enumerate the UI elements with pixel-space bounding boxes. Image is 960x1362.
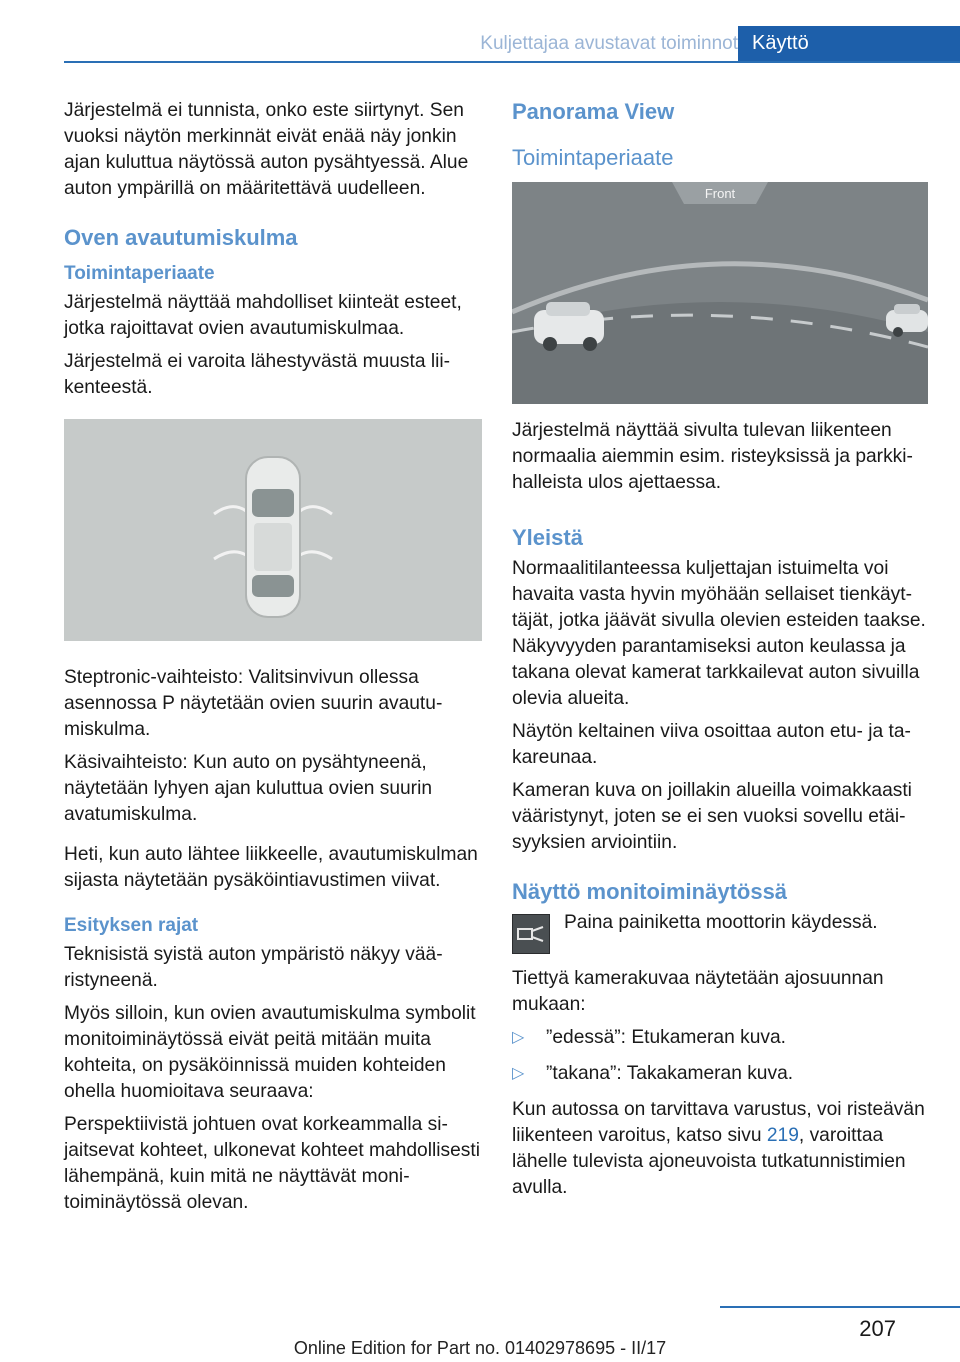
triangle-bullet-icon: ▷ bbox=[512, 1065, 525, 1082]
panorama-view-figure bbox=[512, 182, 928, 404]
panorama-camera-illustration bbox=[512, 182, 928, 404]
door-paragraph-5: Heti, kun auto lähtee liikkeelle, avautumiskulman sijasta näytetään pysäköintiavustimen viivat. bbox=[64, 844, 478, 891]
footer-rule bbox=[720, 1306, 960, 1308]
door-paragraph-1: Järjestelmä näyttää mahdolliset kiinteät esteet, jotka rajoittavat ovien avautumiskulmaa. bbox=[64, 292, 462, 339]
limits-paragraph-2: Myös silloin, kun ovien avautumiskulma symbolit monitoiminäytössä eivät peitä mitään muita kohteita, on pysäköinnissä muiden kohteiden ohella huomioitava seuraava: bbox=[64, 1003, 476, 1102]
door-angle-figure bbox=[64, 419, 482, 641]
door-paragraph-3: Steptronic-vaihteisto: Valitsinvivun ollessa asennossa P näytetään ovien suurin avautumiskulma. bbox=[64, 667, 443, 740]
triangle-bullet-icon: ▷ bbox=[512, 1029, 525, 1046]
heading-door-principle: Toimintaperiaate bbox=[64, 263, 215, 284]
limits-paragraph-3: Perspektiivistä johtuen ovat korkeammalla sijaitsevat kohteet, ulkonevat kohteet mahdollisesti lähempänä, kuin mitä ne näyttävät monitoiminäytössä olevan. bbox=[64, 1114, 480, 1213]
heading-display-limits: Esityksen rajat bbox=[64, 915, 199, 936]
door-paragraph-4: Käsivaihteisto: Kun auto on pysähtyneenä, näytetään lyhyen ajan kuluttua ovien suurin avatumiskulma. bbox=[64, 752, 433, 825]
camera-list bbox=[512, 1025, 928, 1087]
camera-button-text: Paina painiketta moottorin käydessä. bbox=[564, 912, 878, 933]
car-top-view-illustration bbox=[64, 419, 482, 641]
list-item: ▷ ”takana”: Takakameran kuva. bbox=[512, 1061, 928, 1087]
heading-pano-principle: Toimintaperiaate bbox=[512, 145, 674, 170]
front-label: Front bbox=[704, 186, 736, 201]
list-item: ▷ ”edessä”: Etukameran kuva. bbox=[512, 1025, 928, 1051]
page-header bbox=[64, 26, 960, 62]
general-paragraph-2: Näytön keltainen viiva osoittaa auton etu- ja takareunaa. bbox=[512, 721, 911, 768]
left-column bbox=[64, 98, 482, 1223]
page-number: 207 bbox=[859, 1316, 896, 1341]
camera-symbol-icon bbox=[513, 915, 549, 953]
heading-general: Yleistä bbox=[512, 525, 583, 550]
camera-button-row bbox=[512, 910, 928, 954]
header-chapter-tab: Käyttö bbox=[738, 26, 960, 63]
direction-paragraph: Tiettyä kamerakuvaa näytetään ajosuunnan mukaan: bbox=[512, 968, 884, 1015]
right-column bbox=[512, 98, 928, 1208]
pano-paragraph-1: Järjestelmä näyttää sivulta tulevan liikenteen normaalia aiemmin esim. risteyksissä ja parkkihalleista ulos ajettaessa. bbox=[512, 420, 913, 493]
intro-paragraph: Järjestelmä ei tunnista, onko este siirtynyt. Sen vuoksi näytön merkinnät eivät enää näy jonkin ajan kuluttua näytössä auton pysähtyessä. Alue auton ympärillä on määritettävä uudelleen. bbox=[64, 100, 469, 199]
camera-button-icon[interactable] bbox=[512, 914, 550, 954]
door-paragraph-2: Järjestelmä ei varoita lähestyvästä muusta liikenteestä. bbox=[64, 351, 451, 398]
general-paragraph-1: Normaalitilanteessa kuljettajan istuimelta voi havaita vasta hyvin myöhään sellaiset tienkäyttäjät, jotka jäävät sivulla olevien esteiden taakse. Näkyvyyden parantamiseksi auton keulassa ja takana olevat kamerat tarkkailevat auton sivuilla olevia alueita. bbox=[512, 558, 926, 709]
general-paragraph-3: Kameran kuva on joillakin alueilla voimakkaasti vääristynyt, joten se ei sen vuoksi sovellu etäisyyksien arviointiin. bbox=[512, 780, 912, 853]
cross-traffic-paragraph: Kun autossa on tarvittava varustus, voi risteävän liikenteen varoitus, katso sivu 219, varoittaa lähelle tulevista ajoneuvoista tutkatunnistimien avulla. bbox=[512, 1099, 925, 1198]
heading-panorama-view: Panorama View bbox=[512, 99, 675, 124]
header-section-title: Kuljettajaa avustavat toiminnot bbox=[480, 33, 738, 54]
limits-paragraph-1: Teknisistä syistä auton ympäristö näkyy vääristyneenä. bbox=[64, 944, 443, 991]
page-219-link[interactable]: 219 bbox=[766, 1125, 799, 1146]
heading-door-angle: Oven avautumiskulma bbox=[64, 225, 298, 250]
header-rule bbox=[64, 61, 960, 63]
edition-note: Online Edition for Part no. 01402978695 - II/17 bbox=[293, 1338, 667, 1358]
heading-display-in-monitor: Näyttö monitoiminäytössä bbox=[512, 879, 788, 904]
